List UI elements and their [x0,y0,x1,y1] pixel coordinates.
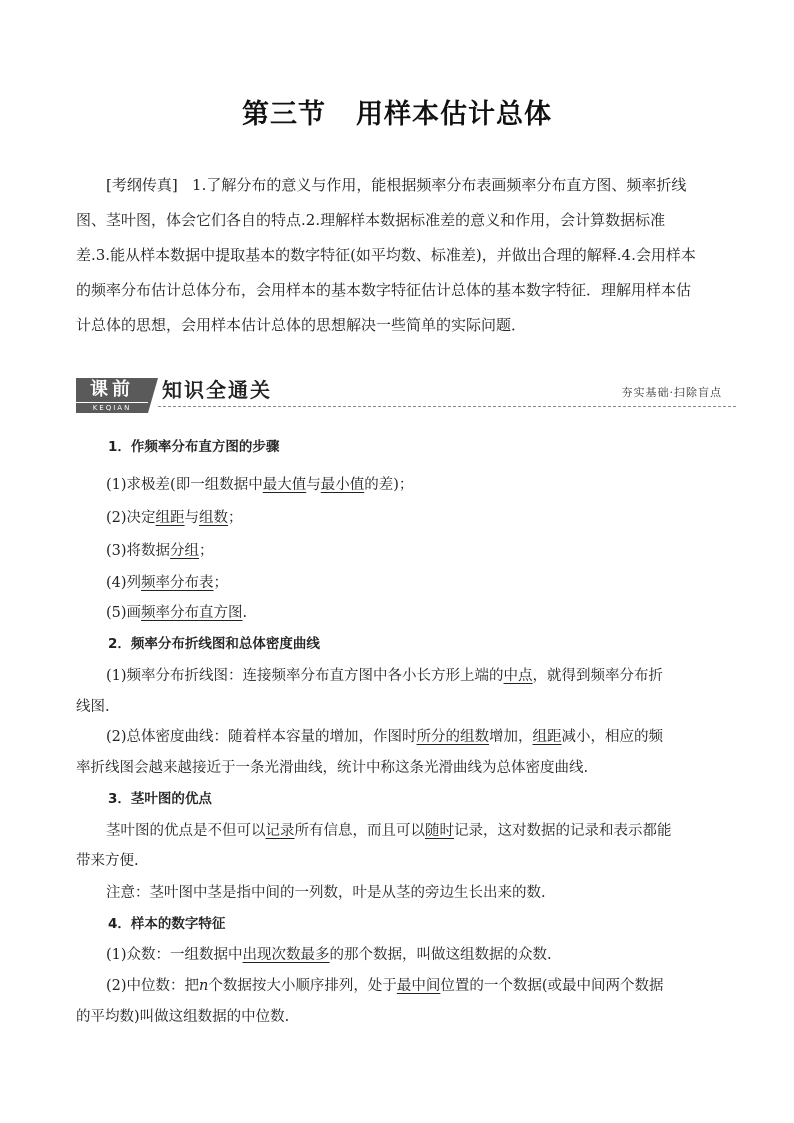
blank-answer: 频率分布表 [141,575,214,591]
paragraph: 茎叶图的优点是不但可以记录所有信息，而且可以随时记录，这对数据的记录和表示都能 [106,823,672,839]
banner-badge-notch [148,378,158,413]
intro-line: 差.3.能从样本数据中提取基本的数字特征(如平均数、标准差)，并做出合理的解释.4.会用样本 [76,246,696,264]
banner-badge: 课前 [76,378,148,402]
section-heading-2: 2．频率分布折线图和总体密度曲线 [108,636,320,652]
blank-answer: 最中间 [396,978,441,994]
step-4: (4)列频率分布表； [106,575,229,591]
blank-answer: 所分的组数 [416,729,490,745]
syllabus-intro [76,168,728,343]
blank-answer: 随时 [425,823,454,839]
intro-line: 计总体的思想，会用样本估计总体的思想解决一些简单的实际问题． [76,316,527,334]
banner-title: 知识全通关 [162,378,272,402]
blank-answer: 分组 [170,543,200,559]
blank-answer: 最大值 [262,477,307,493]
blank-answer: 组数 [199,510,229,526]
blank-answer: 最小值 [320,477,365,493]
blank-answer: 中点 [503,668,533,684]
blank-answer: 出现次数最多 [242,947,330,963]
intro-line: 图、茎叶图，体会它们各自的特点.2.理解样本数据标准差的意义和作用，会计算数据标准 [76,211,666,229]
step-3: (3)将数据分组； [106,543,214,559]
section-heading-1: 1．作频率分布直方图的步骤 [108,439,280,455]
section-banner [76,376,736,414]
title-section-number: 第三节 [242,99,326,130]
step-1: (1)求极差(即一组数据中最大值与最小值的差)； [106,477,414,493]
paragraph: (1)频率分布折线图：连接频率分布直方图中各小长方形上端的中点，就得到频率分布折 [106,668,664,684]
step-5: (5)画频率分布直方图. [106,605,248,621]
section-heading-3: 3．茎叶图的优点 [108,791,212,807]
title-topic: 用样本估计总体 [356,99,552,130]
banner-slogan: 夯实基础·扫除盲点 [621,386,722,399]
blank-answer: 频率分布直方图 [141,605,243,621]
blank-answer: 组距 [532,729,562,745]
paragraph: (2)总体密度曲线：随着样本容量的增加，作图时所分的组数增加，组距减小，相应的频 [106,729,664,745]
syllabus-tag: [考纲传真] [106,176,178,194]
banner-divider [158,406,736,407]
intro-line: 的频率分布估计总体分布，会用样本的基本数字特征估计总体的基本数字特征．理解用样本估 [76,281,692,299]
blank-answer: 记录 [265,823,295,839]
note: 注意：茎叶图中茎是指中间的一列数，叶是从茎的旁边生长出来的数. [106,885,546,901]
paragraph: (2)中位数：把n个数据按大小顺序排列，处于最中间位置的一个数据(或最中间两个数据 [106,978,664,994]
blank-answer: 组距 [155,510,185,526]
variable-n: n [199,978,209,994]
section-heading-4: 4．样本的数字特征 [108,916,226,932]
banner-badge-sub: KEQIAN [76,403,148,413]
step-2: (2)决定组距与组数； [106,510,243,526]
intro-line: [考纲传真] 1.了解分布的意义与作用，能根据频率分布表画频率分布直方图、频率折线 [106,176,687,194]
paragraph: (1)众数：一组数据中出现次数最多的那个数据，叫做这组数据的众数. [106,947,552,963]
paragraph-continued: 的平均数)叫做这组数据的中位数. [76,1009,290,1025]
paragraph-continued: 线图. [76,699,110,715]
paragraph-continued: 率折线图会越来越接近于一条光滑曲线，统计中称这条光滑曲线为总体密度曲线. [76,760,589,776]
paragraph-continued: 带来方便. [76,853,139,869]
page-title [0,92,794,131]
